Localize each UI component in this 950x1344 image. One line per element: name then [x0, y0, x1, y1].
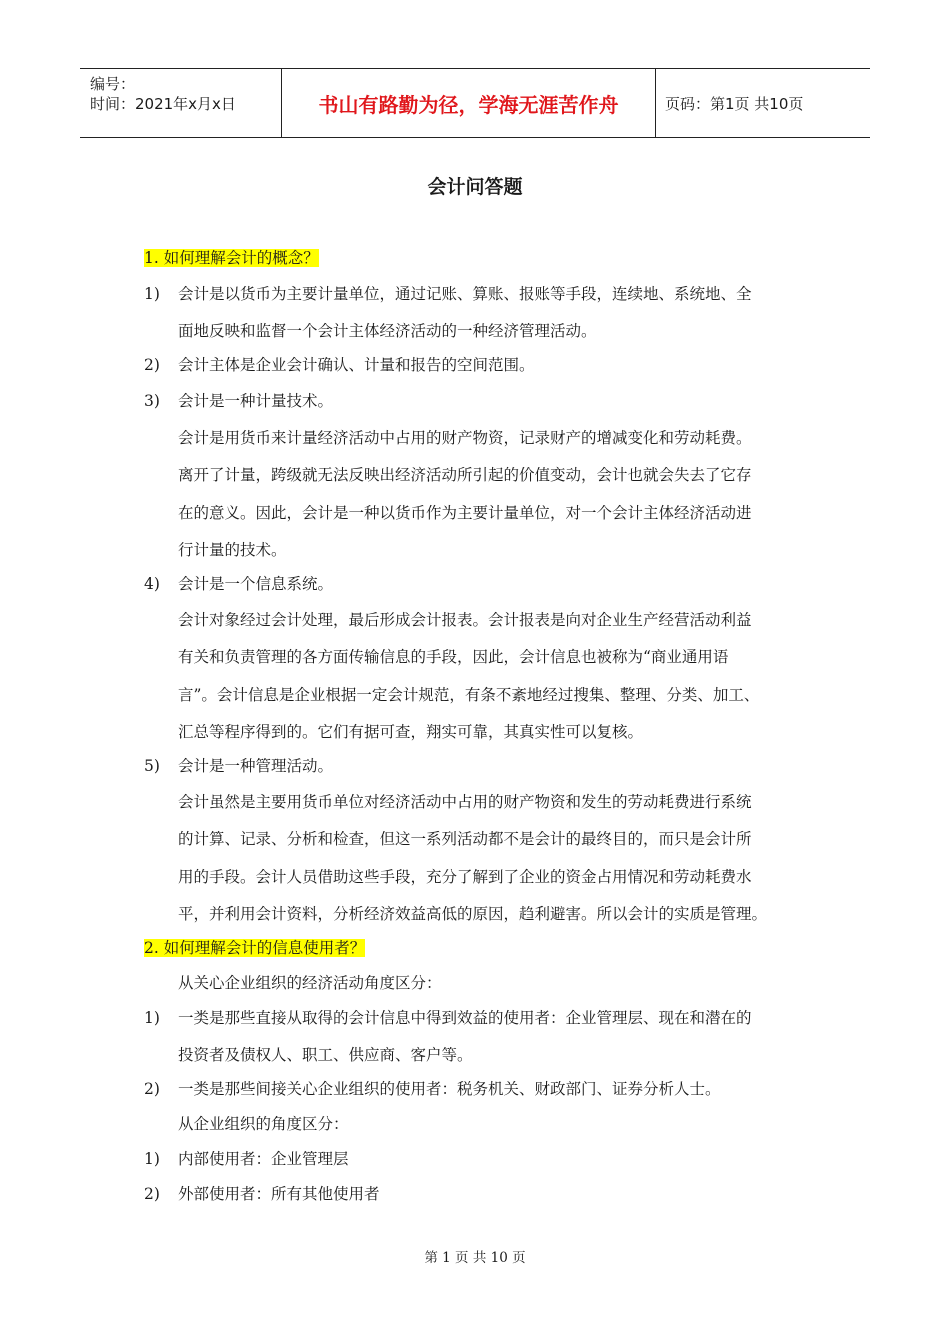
- paragraph-line: 投资者及债权人、职工、供应商、客户等。: [178, 1046, 473, 1064]
- paragraph-line: 从关心企业组织的经济活动角度区分：: [178, 974, 442, 992]
- date-line: 时间：2021年x月x日: [90, 95, 236, 113]
- paragraph-line: 从企业组织的角度区分：: [178, 1115, 349, 1133]
- paragraph-line: 离开了计量，跨级就无法反映出经济活动所引起的价值变动，会计也就会失去了它存: [178, 466, 752, 484]
- page-title: 会计问答题: [427, 176, 523, 198]
- paragraph-line: 面地反映和监督一个会计主体经济活动的一种经济管理活动。: [178, 322, 597, 340]
- page-info: 页码：第1页 共10页: [665, 94, 804, 113]
- paragraph-line: 的计算、记录、分析和检查，但这一系列活动都不是会计的最终目的，而只是会计所: [178, 830, 752, 848]
- header-table: [80, 68, 870, 138]
- header-meta-cell: [80, 69, 282, 137]
- paragraph-line: 行计量的技术。: [178, 541, 287, 559]
- paragraph-line: 言”。会计信息是企业根据一定会计规范，有条不紊地经过搜集、整理、分类、加工、: [178, 686, 760, 704]
- paragraph-line: 汇总等程序得到的。它们有据可查，翔实可靠，其真实性可以复核。: [178, 723, 644, 741]
- question-2-heading: 2. 如何理解会计的信息使用者？: [144, 939, 366, 957]
- motto: 书山有路勤为径，学海无涯苦作舟: [282, 69, 656, 137]
- paragraph-line: 会计虽然是主要用货币单位对经济活动中占用的财产物资和发生的劳动耗费进行系统: [178, 793, 752, 811]
- paragraph-line: 会计对象经过会计处理，最后形成会计报表。会计报表是向对企业生产经营活动利益: [178, 611, 752, 629]
- page-footer: 第 1 页 共 10 页: [424, 1250, 526, 1266]
- paragraph-line: 用的手段。会计人员借助这些手段，充分了解到了企业的资金占用情况和劳动耗费水: [178, 868, 752, 886]
- paragraph-line: 在的意义。因此，会计是一种以货币作为主要计量单位，对一个会计主体经济活动进: [178, 504, 752, 522]
- serial-label: 编号：: [90, 75, 136, 93]
- paragraph-line: 会计是用货币来计量经济活动中占用的财产物资，记录财产的增减变化和劳动耗费。: [178, 429, 752, 447]
- paragraph-line: 平，并利用会计资料，分析经济效益高低的原因，趋利避害。所以会计的实质是管理。: [178, 905, 768, 923]
- paragraph-line: 有关和负责管理的各方面传输信息的手段，因此，会计信息也被称为“商业通用语: [178, 648, 729, 666]
- question-1-heading: 1. 如何理解会计的概念？: [144, 249, 319, 267]
